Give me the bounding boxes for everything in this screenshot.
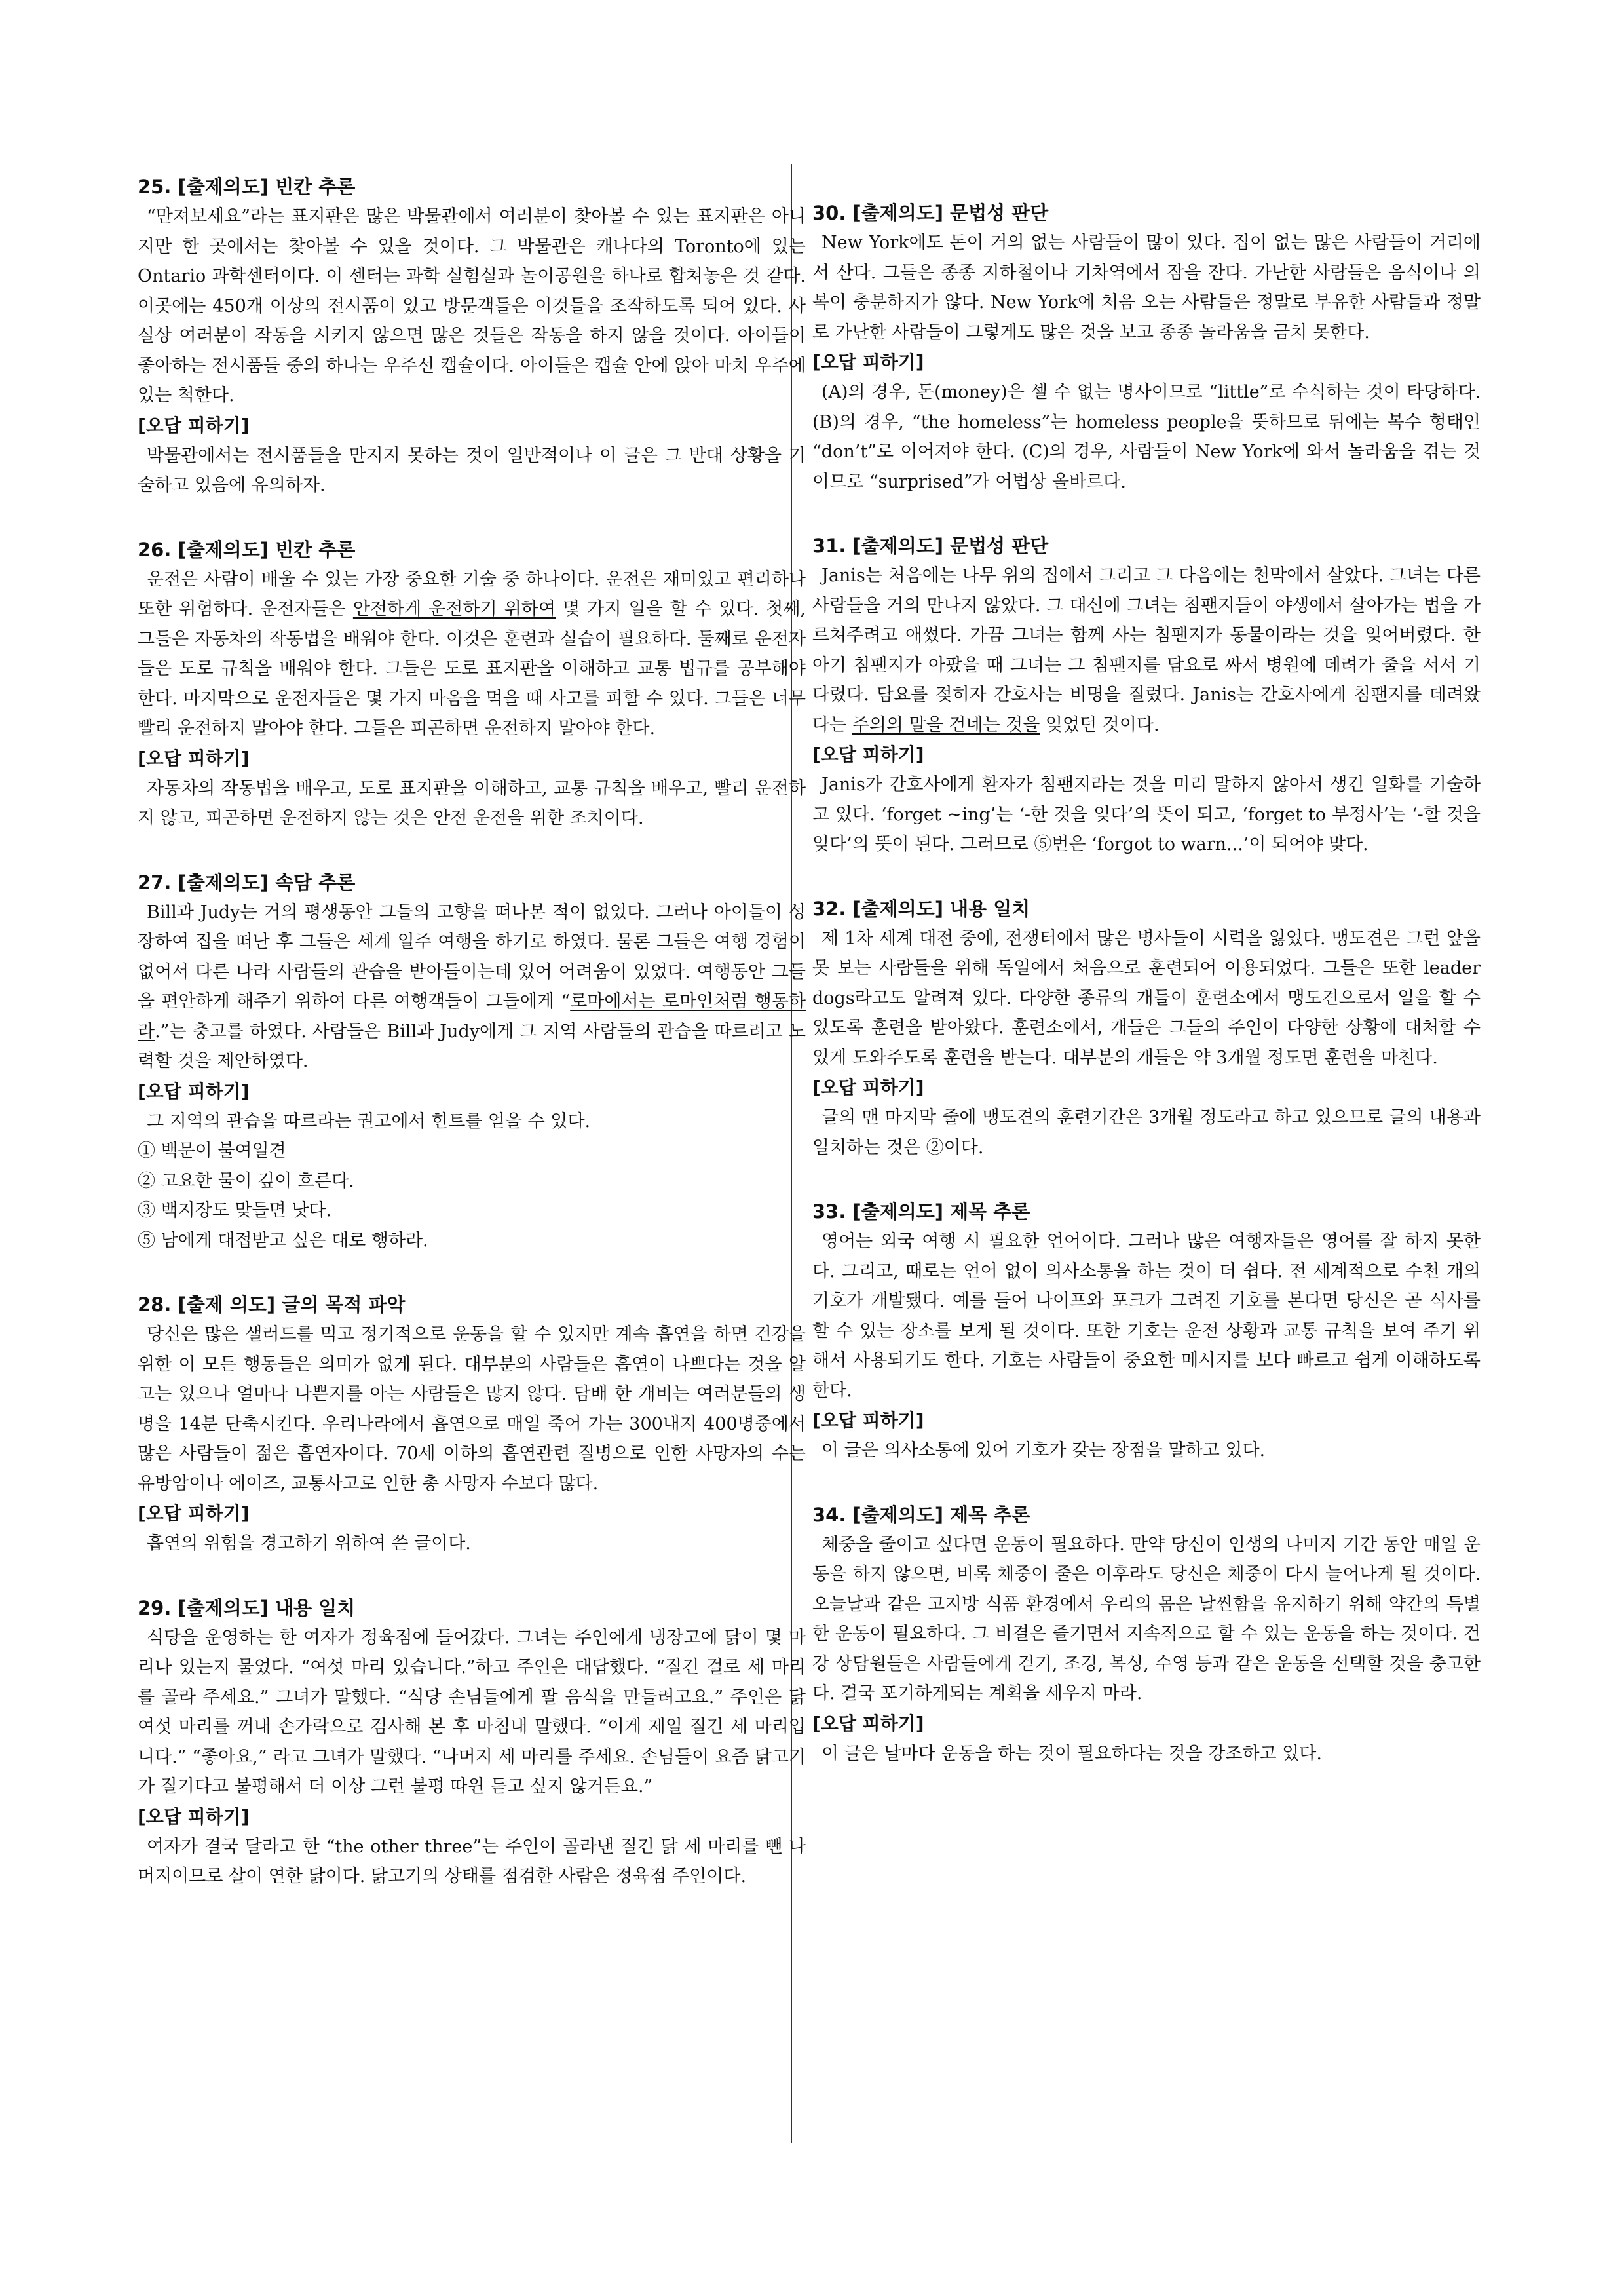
question-heading: 32. [출제의도] 내용 일치 xyxy=(812,897,1030,920)
question-heading: 25. [출제의도] 빈칸 추론 xyxy=(138,176,356,198)
choice-list xyxy=(138,1136,806,1255)
wrong-answer-tip: (A)의 경우, 돈(money)은 셀 수 없는 명사이므로 “little”로 수식하는 것이 타당하다. (B)의 경우, “the homeless”는 homeless people을 뜻하므로 뒤에는 복수 형태인 “don’t”로 이어져야 한다. (C)의 경우, 사람들이 New York에 와서 놀라움을 겪는 것이므로 “surprised”가 어법상 올바르다. xyxy=(812,382,1481,492)
wrong-answer-tip: 흡연의 위험을 경고하기 위하여 쓴 글이다. xyxy=(147,1533,471,1554)
text-segment: 잊었던 것이다. xyxy=(1040,714,1160,735)
question-heading: 27. [출제의도] 속담 추론 xyxy=(138,871,356,894)
question-explanation: 체중을 줄이고 싶다면 운동이 필요하다. 만약 당신이 인생의 나머지 기간 동안 매일 운동을 하지 않으면, 비록 체중이 줄은 이후라도 당신은 체중이 다시 늘어나게 될 것이다. 오늘날과 같은 고지방 식품 환경에서 우리의 몸은 날씬함을 유지하기 위해 약간의 특별한 운동이 필요하다. 그 비결은 즐기면서 지속적으로 할 수 있는 운동을 하는 것이다. 건강 상담원들은 사람들에게 걷기, 조깅, 복싱, 수영 등과 같은 운동을 선택할 것을 충고한다. 결국 포기하게되는 계획을 세우지 마라. xyxy=(812,1534,1481,1704)
question-heading: 31. [출제의도] 문법성 판단 xyxy=(812,535,1049,557)
wrong-answer-tip: 이 글은 의사소통에 있어 기호가 갖는 장점을 말하고 있다. xyxy=(821,1440,1266,1461)
wrong-answer-tip-label: [오답 피하기] xyxy=(812,1409,924,1431)
wrong-answer-tip: 여자가 결국 달라고 한 “the other three”는 주인이 골라낸 질긴 닭 세 마리를 뺀 나머지이므로 살이 연한 닭이다. 닭고기의 상태를 점검한 사람은 정육점 주인이다. xyxy=(138,1836,806,1886)
wrong-answer-tip: 자동차의 작동법을 배우고, 도로 표지판을 이해하고, 교통 규칙을 배우고, 빨리 운전하지 않고, 피곤하면 운전하지 않는 것은 안전 운전을 위한 조치이다. xyxy=(138,778,806,828)
wrong-answer-tip: 박물관에서는 전시품들을 만지지 못하는 것이 일반적이나 이 글은 그 반대 상황을 기술하고 있음에 유의하자. xyxy=(138,445,806,495)
text-segment: 운전은 사람이 배울 수 있는 가장 중요한 기술 중 하나이다. 운전은 재미있고 편리하나 또한 위험하다. 운전자들은 xyxy=(138,569,806,619)
question-32 xyxy=(812,894,1481,1163)
left-column xyxy=(138,172,806,1926)
wrong-answer-tip: 글의 맨 마지막 줄에 맹도견의 훈련기간은 3개월 정도라고 하고 있으므로 글의 내용과 일치하는 것은 ②이다. xyxy=(812,1107,1481,1158)
question-explanation xyxy=(812,561,1481,740)
question-explanation: 영어는 외국 여행 시 필요한 언어이다. 그러나 많은 여행자들은 영어를 잘 하지 못한다. 그리고, 때로는 언어 없이 의사소통을 하는 것이 더 쉽다. 전 세계적으로 수천 개의 기호가 개발됐다. 예를 들어 나이프와 포크가 그려진 기호를 본다면 당신은 곧 식사를 할 수 있는 장소를 보게 될 것이다. 또한 기호는 운전 상황과 교통 규칙을 보여 주기 위해서 사용되기도 한다. 기호는 사람들이 중요한 메시지를 보다 빠르고 쉽게 이해하도록 한다. xyxy=(812,1231,1481,1401)
question-29 xyxy=(138,1593,806,1892)
question-25 xyxy=(138,172,806,501)
question-heading: 34. [출제의도] 제목 추론 xyxy=(812,1503,1030,1526)
text-segment: 몇 가지 일을 할 수 있다. 첫째, 그들은 자동차의 작동법을 배워야 한다. 이것은 훈련과 실습이 필요하다. 둘째로 운전자들은 도로 규칙을 배워야 한다. 그들은 도로 표지판을 이해하고 교통 법규를 공부해야 한다. 마지막으로 운전자들은 몇 가지 마음을 먹을 때 사고를 피할 수 있다. 그들은 너무 빨리 운전하지 말아야 한다. 그들은 피곤하면 운전하지 말아야 한다. xyxy=(138,599,806,738)
question-heading: 33. [출제의도] 제목 추론 xyxy=(812,1200,1030,1223)
question-28 xyxy=(138,1290,806,1559)
question-33 xyxy=(812,1196,1481,1466)
choice-item: ⑤ 남에게 대접받고 싶은 대로 행하라. xyxy=(138,1230,428,1251)
underlined-answer: 안전하게 운전하기 위하여 xyxy=(352,599,556,619)
question-explanation: 당신은 많은 샐러드를 먹고 정기적으로 운동을 할 수 있지만 계속 흡연을 하면 건강을 위한 이 모든 행동들은 의미가 없게 된다. 대부분의 사람들은 흡연이 나쁘다는 것을 알고는 있으나 얼마나 나쁜지를 아는 사람들은 많지 않다. 담배 한 개비는 여러분들의 생명을 14분 단축시킨다. 우리나라에서 흡연으로 매일 죽어 가는 300내지 400명중에서 많은 사람들이 젊은 흡연자이다. 70세 이하의 흡연관련 질병으로 인한 사망자의 수는 유방암이나 에이즈, 교통사고로 인한 총 사망자 수보다 많다. xyxy=(138,1324,806,1494)
question-27 xyxy=(138,868,806,1256)
choice-item: ③ 백지장도 맞들면 낫다. xyxy=(138,1200,332,1221)
question-explanation xyxy=(138,565,806,744)
question-heading: 29. [출제의도] 내용 일치 xyxy=(138,1596,356,1619)
question-heading: 30. [출제의도] 문법성 판단 xyxy=(812,202,1049,224)
question-explanation: 제 1차 세계 대전 중에, 전쟁터에서 많은 병사들이 시력을 잃었다. 맹도견은 그런 앞을 못 보는 사람들을 위해 독일에서 처음으로 훈련되어 이용되었다. 그들은 또한 leader dogs라고도 알려져 있다. 다양한 종류의 개들이 훈련소에서 맹도견으로서 일을 할 수 있도록 훈련을 받아왔다. 훈련소에서, 개들은 그들의 주인이 다양한 상황에 대처할 수 있게 도와주도록 훈련을 받는다. 대부분의 개들은 약 3개월 정도면 훈련을 마친다. xyxy=(812,928,1481,1068)
choice-item: ① 백문이 불여일견 xyxy=(138,1141,286,1161)
underlined-answer: 주의의 말을 건네는 것을 xyxy=(852,714,1040,735)
question-explanation: “만져보세요”라는 표지판은 많은 박물관에서 여러분이 찾아볼 수 있는 표지판은 아니지만 한 곳에서는 찾아볼 수 있을 것이다. 그 박물관은 캐나다의 Toronto에 있는 Ontario 과학센터이다. 이 센터는 과학 실험실과 놀이공원을 하나로 합쳐놓은 것 같다. 이곳에는 450개 이상의 전시품이 있고 방문객들은 이것들을 조작하도록 되어 있다. 사실상 여러분이 작동을 시키지 않으면 많은 것들은 작동을 하지 않을 것이다. 아이들이 좋아하는 전시품들 중의 하나는 우주선 캡슐이다. 아이들은 캡슐 안에 앉아 마치 우주에 있는 척한다. xyxy=(138,206,806,406)
wrong-answer-tip-label: [오답 피하기] xyxy=(138,1805,250,1827)
wrong-answer-tip: Janis가 간호사에게 환자가 침팬지라는 것을 미리 말하지 않아서 생긴 일화를 기술하고 있다. ‘forget ~ing’는 ‘-한 것을 잊다’의 뜻이 되고, ‘forget to 부정사’는 ‘-할 것을 잊다’의 뜻이 된다. 그러므로 ⑤번은 ‘forgot to warn...’이 되어야 맞다. xyxy=(812,775,1481,854)
wrong-answer-tip-label: [오답 피하기] xyxy=(138,1080,250,1102)
wrong-answer-tip-label: [오답 피하기] xyxy=(138,414,250,436)
question-heading: 28. [출제 의도] 글의 목적 파악 xyxy=(138,1293,406,1316)
question-heading: 26. [출제의도] 빈칸 추론 xyxy=(138,538,356,561)
right-column xyxy=(812,198,1481,1803)
wrong-answer-tip-label: [오답 피하기] xyxy=(812,1077,924,1098)
question-31 xyxy=(812,531,1481,860)
underlined-answer: 로마에서는 로마인처럼 행동하라 xyxy=(138,991,806,1042)
wrong-answer-tip-label: [오답 피하기] xyxy=(138,1502,250,1524)
question-26 xyxy=(138,535,806,833)
text-segment: Bill과 Judy는 거의 평생동안 그들의 고향을 떠나본 적이 없었다. 그러나 아이들이 성장하여 집을 떠난 후 그들은 세계 일주 여행을 하기로 하였다. 물론 그들은 여행 경험이 없어서 다른 나라 사람들의 관습을 받아들이는데 있어 어려움이 있었다. 여행동안 그들을 편안하게 해주기 위하여 다른 여행객들이 그들에게 “ xyxy=(138,902,806,1012)
text-segment: Janis는 처음에는 나무 위의 집에서 그리고 그 다음에는 천막에서 살았다. 그녀는 다른 사람들을 거의 만나지 않았다. 그 대신에 그녀는 침팬지들이 야생에서 살아가는 법을 가르쳐주려고 애썼다. 가끔 그녀는 함께 사는 침팬지가 동물이라는 것을 잊어버렸다. 한 아기 침팬지가 아팠을 때 그녀는 그 침팬지를 담요로 싸서 병원에 데려가 줄을 서서 기다렸다. 담요를 젖히자 간호사는 비명을 질렀다. Janis는 간호사에게 침팬지를 데려왔다는 xyxy=(812,565,1481,735)
wrong-answer-tip: 이 글은 날마다 운동을 하는 것이 필요하다는 것을 강조하고 있다. xyxy=(821,1743,1322,1764)
wrong-answer-tip-label: [오답 피하기] xyxy=(138,747,250,769)
question-30 xyxy=(812,198,1481,497)
question-explanation: 식당을 운영하는 한 여자가 정육점에 들어갔다. 그녀는 주인에게 냉장고에 닭이 몇 마리나 있는지 물었다. “여섯 마리 있습니다.”하고 주인은 대답했다. “질긴 걸로 세 마리를 골라 주세요.” 그녀가 말했다. “식당 손님들에게 팔 음식을 만들려고요.” 주인은 닭 여섯 마리를 꺼내 손가락으로 검사해 본 후 마침내 말했다. “이게 제일 질긴 세 마리입니다.” “좋아요,” 라고 그녀가 말했다. “나머지 세 마리를 주세요. 손님들이 요즘 닭고기가 질기다고 불평해서 더 이상 그런 불평 따윈 듣고 싶지 않거든요.” xyxy=(138,1627,806,1797)
question-explanation xyxy=(138,898,806,1077)
wrong-answer-tip-label: [오답 피하기] xyxy=(812,744,924,765)
question-explanation: New York에도 돈이 거의 없는 사람들이 많이 있다. 집이 없는 많은 사람들이 거리에서 산다. 그들은 종종 지하철이나 기차역에서 잠을 잔다. 가난한 사람들은 음식이나 의복이 충분하지가 않다. New York에 처음 오는 사람들은 정말로 부유한 사람들과 정말로 가난한 사람들이 그렇게도 많은 것을 보고 종종 놀라움을 금치 못한다. xyxy=(812,233,1481,343)
wrong-answer-tip: 그 지역의 관습을 따르라는 권고에서 힌트를 얻을 수 있다. xyxy=(147,1111,591,1132)
wrong-answer-tip-label: [오답 피하기] xyxy=(812,351,924,373)
question-34 xyxy=(812,1500,1481,1769)
choice-item: ② 고요한 물이 깊이 흐른다. xyxy=(138,1170,354,1191)
text-segment: .”는 충고를 하였다. 사람들은 Bill과 Judy에게 그 지역 사람들의 관습을 따르려고 노력할 것을 제안하였다. xyxy=(138,1021,806,1071)
wrong-answer-tip-label: [오답 피하기] xyxy=(812,1712,924,1734)
